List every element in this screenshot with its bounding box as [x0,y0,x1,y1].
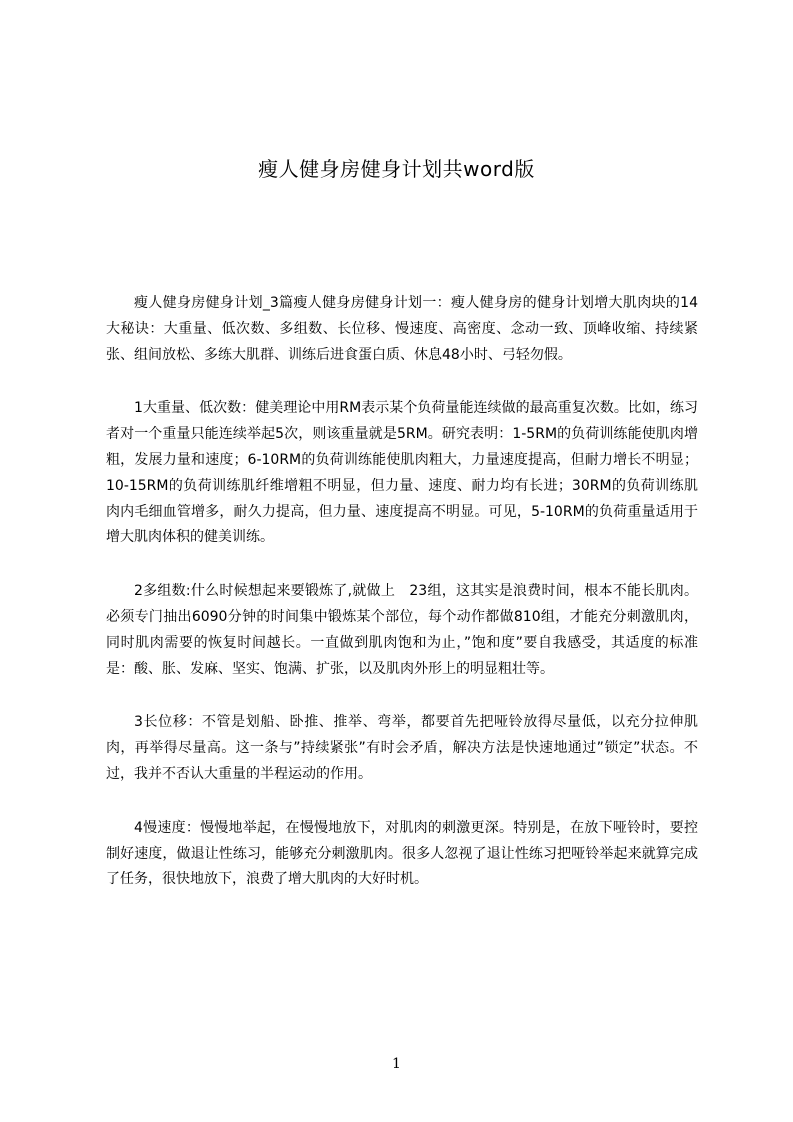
paragraph-long-range-of-motion: 3长位移：不管是划船、卧推、推举、弯举，都要首先把哑铃放得尽量低，以充分拉伸肌肉，再举得尽量高。这一条与”持续紧张”有时会矛盾，解决方法是快速地通过”锁定”状态。不过，我并不否认大重量的半程运动的作用。 [106,714,698,782]
document-title: 瘦人健身房健身计划共word版 [258,157,535,182]
page-number: 1 [392,1056,401,1072]
paragraph-multiple-sets: 2多组数:什么时候想起来要锻炼了,就做上 23组，这其实是浪费时间，根本不能长肌肉。必须专门抽出6090分钟的时间集中锻炼某个部位，每个动作都做810组，才能充分刺激肌肉，同时肌肉需要的恢复时间越长。一直做到肌肉饱和为止，”饱和度”要自我感受，其适度的标准是：酸、胀、发麻、坚实、饱满、扩张，以及肌肉外形上的明显粗壮等。 [106,583,698,677]
paragraph-intro: 瘦人健身房健身计划_3篇瘦人健身房健身计划一：瘦人健身房的健身计划增大肌肉块的14大秘诀：大重量、低次数、多组数、长位移、慢速度、高密度、念动一致、顶峰收缩、持续紧张、组间放松、多练大肌群、训练后进食蛋白质、休息48小时、弓轻勿假。 [106,295,698,363]
paragraph-slow-speed: 4慢速度：慢慢地举起，在慢慢地放下，对肌肉的刺激更深。特别是，在放下哑铃时，要控制好速度，做退让性练习，能够充分刺激肌肉。很多人忽视了退让性练习把哑铃举起来就算完成了任务，很快地放下，浪费了增大肌肉的大好时机。 [106,819,698,888]
document-body [106,291,698,921]
paragraph-heavy-weight-low-reps: 1大重量、低次数：健美理论中用RM表示某个负荷量能连续做的最高重复次数。比如，练习者对一个重量只能连续举起5次，则该重量就是5RM。研究表明：1-5RM的负荷训练能使肌肉增粗，发展力量和速度；6-10RM的负荷训练能使肌肉粗大，力量速度提高，但耐力增长不明显；10-15RM的负荷训练肌纤维增粗不明显，但力量、速度、耐力均有长进；30RM的负荷训练肌肉内毛细血管增多，耐久力提高，但力量、速度提高不明显。可见，5-10RM的负荷重量适用于增大肌肉体积的健美训练。 [106,400,698,546]
